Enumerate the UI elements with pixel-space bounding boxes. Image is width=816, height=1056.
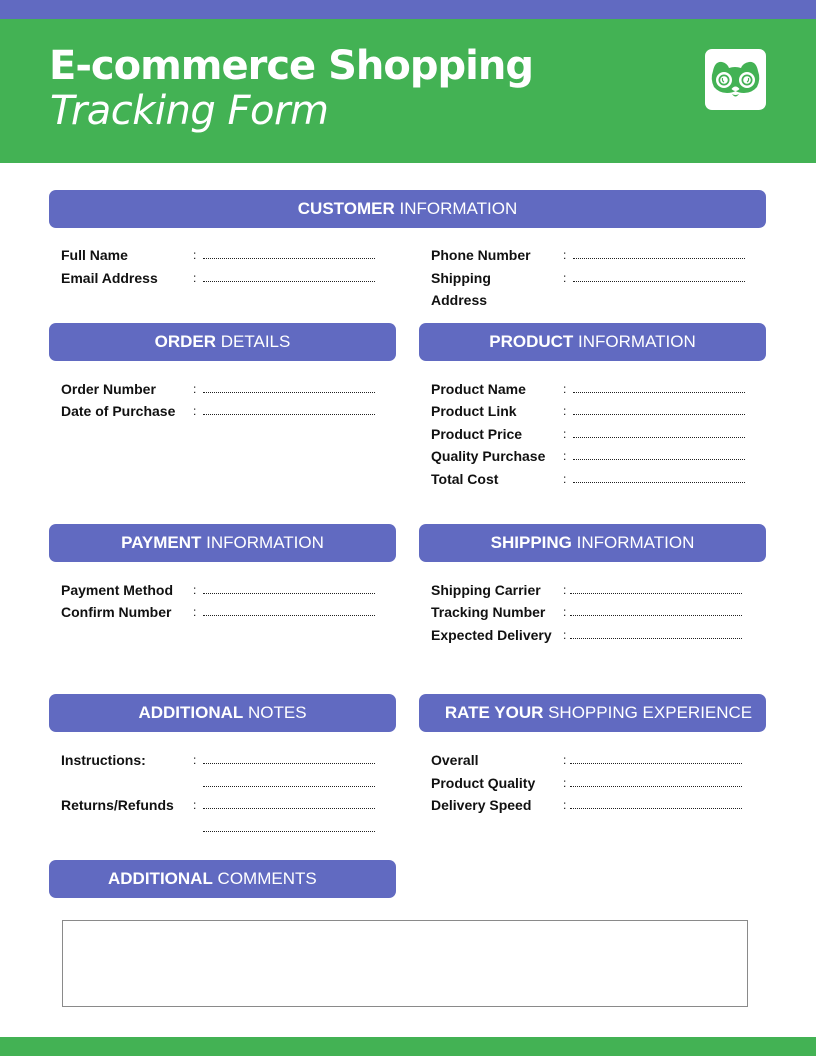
shipping-carrier-input[interactable] <box>570 581 742 599</box>
product-quality-rating-input[interactable] <box>570 774 742 792</box>
field-label-shipping-carrier: Shipping Carrier <box>431 582 541 598</box>
field-label-email-address: Email Address <box>61 270 158 286</box>
separator: : <box>193 404 197 418</box>
quality-purchase-input[interactable] <box>573 447 745 465</box>
delivery-speed-rating-input[interactable] <box>570 796 742 814</box>
separator: : <box>563 382 567 396</box>
field-label-product-name: Product Name <box>431 381 526 397</box>
separator: : <box>563 427 567 441</box>
field-label-total-cost: Total Cost <box>431 471 499 487</box>
field-label-instructions: Instructions: <box>61 752 146 768</box>
field-label-expected-delivery: Expected Delivery <box>431 627 552 643</box>
additional-comments-textarea[interactable] <box>62 920 748 1007</box>
field-label-overall: Overall <box>431 752 479 768</box>
full-name-input[interactable] <box>203 246 375 264</box>
product-name-input[interactable] <box>573 380 745 398</box>
section-header-order-details: ORDER DETAILS <box>49 323 396 361</box>
confirm-number-input[interactable] <box>203 603 375 621</box>
separator: : <box>563 449 567 463</box>
separator: : <box>193 753 197 767</box>
page-subtitle: Tracking Form <box>50 88 329 134</box>
footer-bar <box>0 1037 816 1056</box>
field-label-confirm-number: Confirm Number <box>61 604 172 620</box>
phone-number-input[interactable] <box>573 246 745 264</box>
field-label-product-link: Product Link <box>431 403 517 419</box>
separator: : <box>193 271 197 285</box>
separator: : <box>193 798 197 812</box>
separator: : <box>563 472 567 486</box>
page-header <box>0 19 816 163</box>
section-header-additional-comments: ADDITIONAL COMMENTS <box>49 860 396 898</box>
separator: : <box>193 248 197 262</box>
section-header-additional-notes: ADDITIONAL NOTES <box>49 694 396 732</box>
separator: : <box>563 628 567 642</box>
separator: : <box>563 583 567 597</box>
returns-refunds-input-line-1[interactable] <box>203 796 375 814</box>
field-label-tracking-number: Tracking Number <box>431 604 546 620</box>
overall-rating-input[interactable] <box>570 751 742 769</box>
instructions-input-line-1[interactable] <box>203 751 375 769</box>
field-label-shipping: Shipping <box>431 270 491 286</box>
total-cost-input[interactable] <box>573 470 745 488</box>
product-price-input[interactable] <box>573 425 745 443</box>
expected-delivery-input[interactable] <box>570 626 742 644</box>
section-header-product-information: PRODUCT INFORMATION <box>419 323 766 361</box>
separator: : <box>563 404 567 418</box>
separator: : <box>563 798 567 812</box>
top-accent-bar <box>0 0 816 19</box>
section-header-payment-information: PAYMENT INFORMATION <box>49 524 396 562</box>
email-address-input[interactable] <box>203 269 375 287</box>
field-label-full-name: Full Name <box>61 247 128 263</box>
separator: : <box>563 248 567 262</box>
date-of-purchase-input[interactable] <box>203 402 375 420</box>
section-header-shipping-information: SHIPPING INFORMATION <box>419 524 766 562</box>
tracking-number-input[interactable] <box>570 603 742 621</box>
separator: : <box>563 271 567 285</box>
field-label-returns-refunds: Returns/Refunds <box>61 797 174 813</box>
page-title: E-commerce Shopping <box>49 43 533 89</box>
field-label-product-quality: Product Quality <box>431 775 536 791</box>
field-label-address: Address <box>431 292 488 308</box>
field-label-date-of-purchase: Date of Purchase <box>61 403 176 419</box>
field-label-payment-method: Payment Method <box>61 582 174 598</box>
returns-refunds-input-line-2[interactable] <box>203 819 375 837</box>
field-label-quality-purchase: Quality Purchase <box>431 448 546 464</box>
owl-logo-icon <box>705 49 766 110</box>
separator: : <box>193 605 197 619</box>
order-number-input[interactable] <box>203 380 375 398</box>
instructions-input-line-2[interactable] <box>203 774 375 792</box>
field-label-product-price: Product Price <box>431 426 523 442</box>
separator: : <box>563 776 567 790</box>
separator: : <box>563 753 567 767</box>
separator: : <box>563 605 567 619</box>
section-header-customer-information: CUSTOMER INFORMATION <box>49 190 766 228</box>
payment-method-input[interactable] <box>203 581 375 599</box>
field-label-phone-number: Phone Number <box>431 247 531 263</box>
separator: : <box>193 583 197 597</box>
section-header-rate-your-shopping-experience: RATE YOUR SHOPPING EXPERIENCE <box>419 694 766 732</box>
product-link-input[interactable] <box>573 402 745 420</box>
field-label-order-number: Order Number <box>61 381 156 397</box>
separator: : <box>193 382 197 396</box>
field-label-delivery-speed: Delivery Speed <box>431 797 532 813</box>
shipping-address-input[interactable] <box>573 269 745 287</box>
